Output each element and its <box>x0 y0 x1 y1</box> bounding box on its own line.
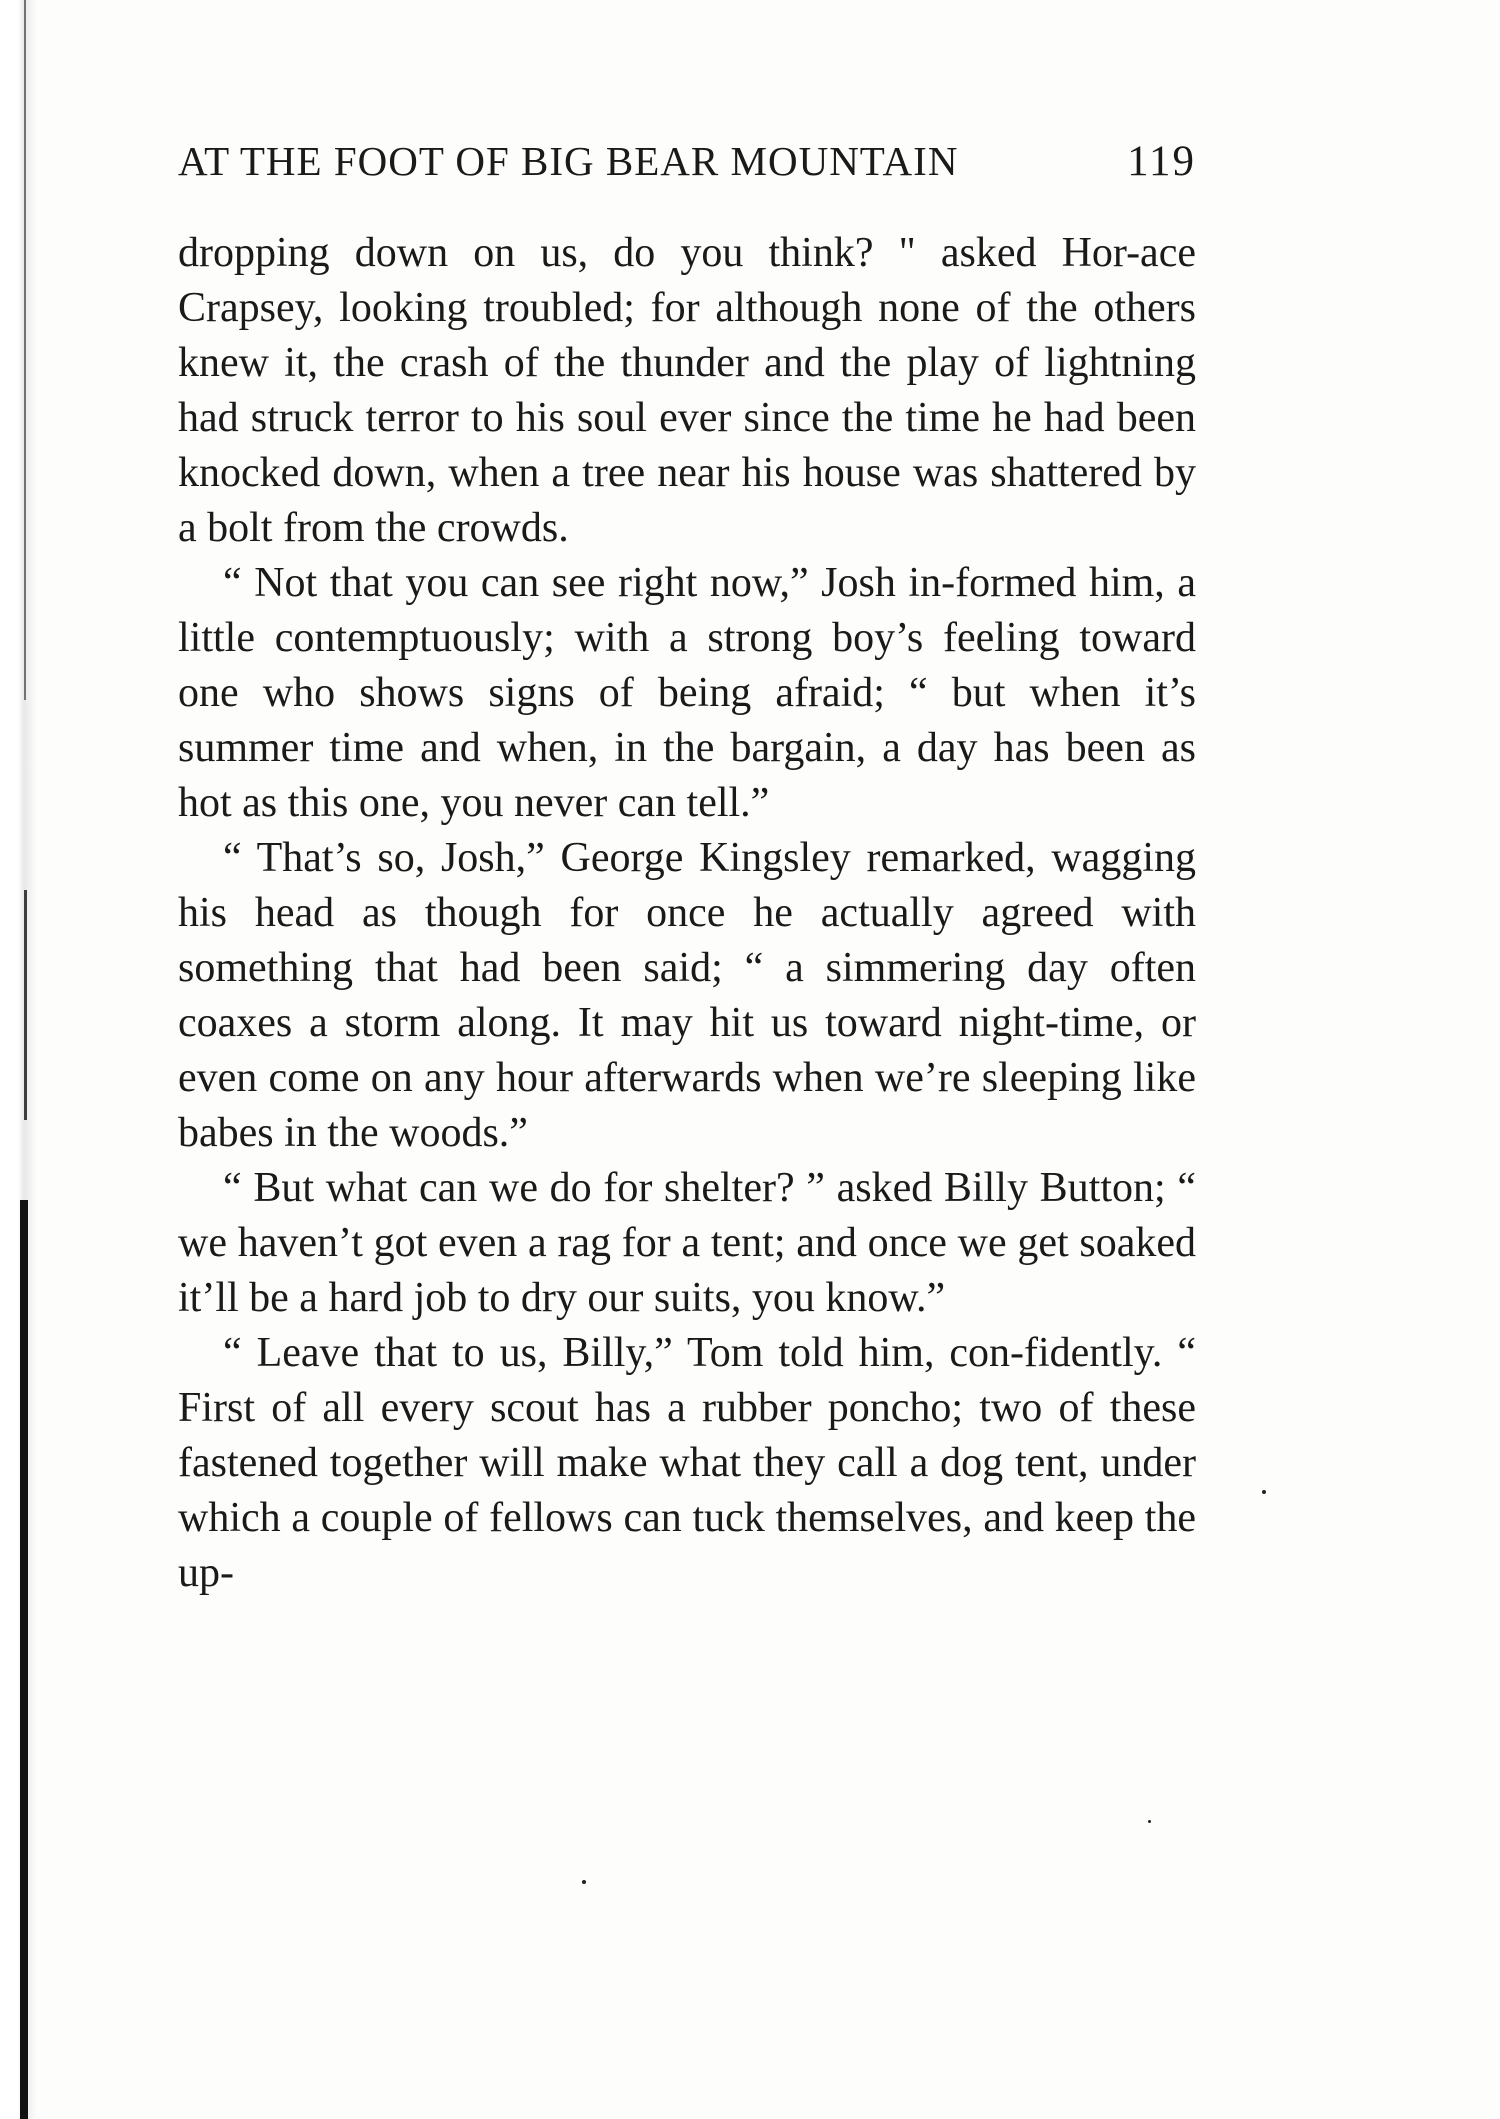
scan-speck <box>1148 1820 1151 1823</box>
binding-shadow-line <box>24 890 27 1120</box>
running-head-title: AT THE FOOT OF BIG BEAR MOUNTAIN <box>178 138 959 184</box>
paragraph: “ But what can we do for shelter? ” asked Billy Button; “ we haven’t got even a rag for a tent; and once we get soaked it’ll be a hard job to dry our suits, you know.” <box>178 1165 1196 1321</box>
binding-edge <box>0 0 38 2119</box>
scan-speck <box>582 1880 586 1884</box>
running-head <box>178 137 1196 186</box>
binding-shadow-line <box>24 0 26 700</box>
body-text <box>178 226 1196 1601</box>
binding-shadow-line <box>20 1200 28 2119</box>
scan-speck <box>1262 1490 1266 1494</box>
paragraph: “ That’s so, Josh,” George Kingsley remarked, wagging his head as though for once he actually agreed with something that had been said; “ a simmering day often coaxes a storm along. It may hit us toward night-time, or even come on any hour afterwards when we’re sleeping like babes in the woods.” <box>178 835 1196 1156</box>
paragraph: “ Leave that to us, Billy,” Tom told him, con-fidently. “ First of all every scout has a rubber poncho; two of these fastened together will make what they call a dog tent, under which a couple of fellows can tuck themselves, and keep the up- <box>178 1330 1196 1596</box>
paragraph: “ Not that you can see right now,” Josh in-formed him, a little contemptuously; with a strong boy’s feeling toward one who shows signs of being afraid; “ but when it’s summer time and when, in the bargain, a day has been as hot as this one, you never can tell.” <box>178 560 1196 826</box>
page-number: 119 <box>1127 138 1196 185</box>
paragraph: dropping down on us, do you think? " asked Hor-ace Crapsey, looking troubled; for although none of the others knew it, the crash of the thunder and the play of lightning had struck terror to his soul ever since the time he had been knocked down, when a tree near his house was shattered by a bolt from the crowds. <box>178 230 1196 551</box>
